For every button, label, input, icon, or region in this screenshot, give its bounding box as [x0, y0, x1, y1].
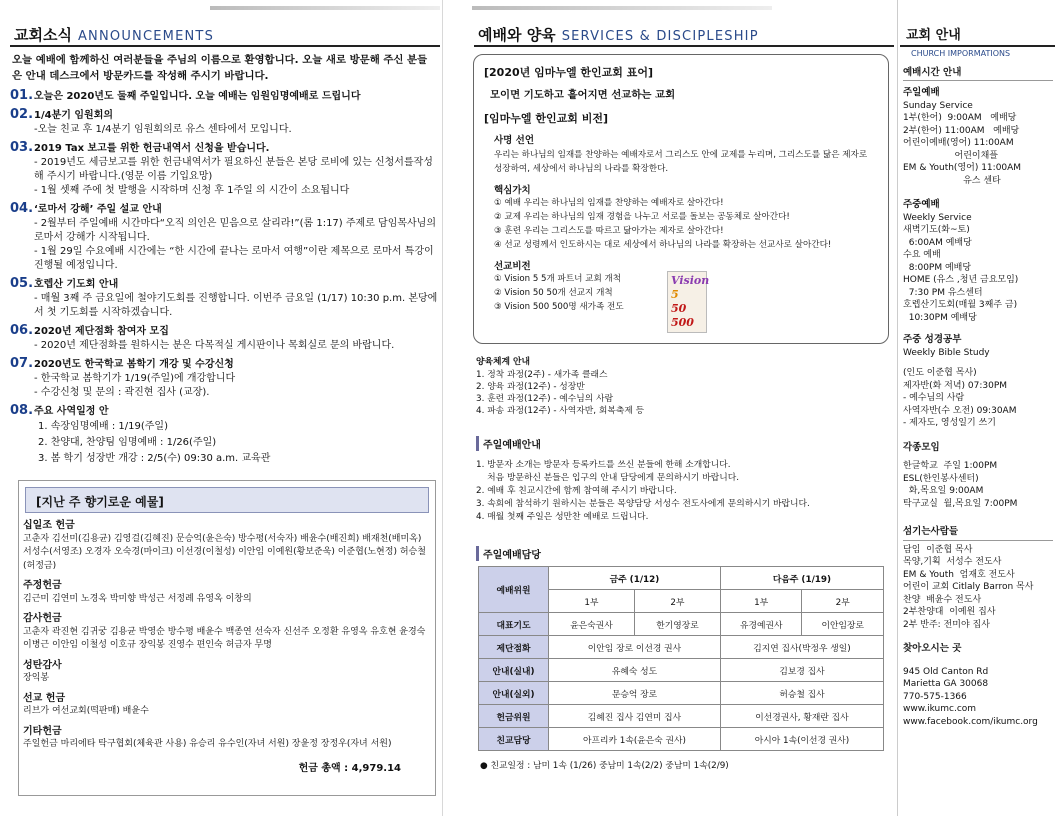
info-line: www.facebook.com/ikumc.org: [903, 716, 1038, 727]
info-line: 유스 센타: [903, 175, 1001, 186]
item-detail: - 수강신청 및 문의 : 곽진현 집사 (교장).: [34, 387, 210, 398]
church-info-column: [897, 0, 1056, 816]
info-line: 화,목요일 9:00AM: [903, 486, 984, 496]
cell: 이안임 장로 이선경 권사: [549, 636, 721, 659]
row-label: 안내(실외): [479, 682, 549, 705]
announcement-heading: [10, 324, 438, 339]
info-line: 제자반(화 저녁) 07:30PM: [903, 380, 1008, 391]
guide-item: 4. 매월 첫째 주일은 성만찬 예배로 드립니다.: [476, 512, 649, 522]
services-column: [470, 0, 895, 816]
table-row: [479, 613, 884, 636]
announcement-item: [10, 277, 438, 320]
item-title: 호렙산 기도회 안내: [34, 279, 119, 290]
cell: 김지연 집사(박정우 생일): [720, 636, 883, 659]
table-row: [479, 636, 884, 659]
announcement-item: [10, 324, 438, 353]
cell: 유경예권사: [720, 613, 802, 636]
info-line: (인도 이준협 목사): [903, 368, 977, 378]
announcement-item: [10, 202, 438, 273]
info-line: 찬양 배윤수 전도사: [903, 594, 982, 605]
info-line: 사역자반(수 오전) 09:30AM: [903, 405, 1017, 416]
section-title: 교회소식 ANNOUNCEMENTS: [14, 26, 215, 44]
core-value: ③ 훈련 우리는 그리스도를 따르고 닮아가는 제자로 살아간다!: [494, 226, 724, 236]
mission-text: 우리는 하나님의 임재를 찬양하는 예배자로서 그리스도 안에 교제를 누리며, 그리스도를 닮은 제자로 성장하여, 세상에서 하나님의 나라를 확장한다.: [494, 150, 868, 174]
offering-list: [19, 519, 435, 775]
announcement-item: [10, 357, 438, 400]
offering-total: 헌금 총액 : 4,979.14: [298, 762, 401, 774]
info-line: 어린이예배(영어) 11:00AM: [903, 138, 1014, 148]
info-line: 10:30PM 예배당: [903, 312, 977, 323]
discipleship-item: 2. 양육 과정(12주) - 성장반: [476, 382, 585, 392]
item-detail: - 한국학교 봄학기가 1/19(주일)에 개강합니다: [34, 373, 236, 384]
discipleship-heading: 양육체계 안내: [476, 357, 531, 367]
item-title: 2019 Tax 보고를 위한 헌금내역서 신청을 받습니다.: [34, 143, 270, 154]
offering-names: 김근미 김연미 노경옥 박미향 박성근 서정례 유영옥 이창의: [23, 593, 252, 604]
core-value: ① 예배 우리는 하나님의 임재를 찬양하는 예배자로 살아간다!: [494, 198, 724, 208]
divider: [900, 45, 1055, 47]
duty-table: 예배위원 금주 (1/12) 다음주 (1/19) 1부 2부 1부 2부 대표기도 윤은숙권사 한기영장로 유경예권사 이안임장로 제단점화 이안임 장로 이선경 권사 김지연 집사(박정우 생일) 안내(실내) 유혜숙 성도 김보경 집사 안내(실외) 문승억 장로 허승철 집사 헌금위원 김혜진 집사 김연미 집사 이선경권사, 황재란 집사 친교담당 아프리카 1속(윤은숙 권사) 아시아 1속(이선경 권사): [478, 566, 884, 751]
info-line: 6:00AM 예배당: [903, 237, 972, 248]
item-detail: - 2020년 제단점화를 원하시는 분은 다목적실 게시판이나 목회실로 문의 바랍니다.: [34, 340, 395, 351]
item-detail: - 1월 셋째 주에 첫 발행을 시작하며 신청 후 1주일 의 시간이 소요됩니다: [34, 185, 350, 196]
info-line: 목양,기획 서성수 전도사: [903, 557, 1002, 567]
item-number: 03.: [10, 140, 34, 155]
item-detail: - 1월 29일 수요예배 시간에는 “한 시간에 끝나는 로마서 여행”이란 제목으로 로마서 특강이 진행될 예정입니다.: [34, 246, 434, 271]
announcements-column: [0, 0, 443, 816]
info-line: 8:00PM 예배당: [903, 262, 972, 273]
cell: 한기영장로: [634, 613, 720, 636]
info-line: 2부찬양대 이예원 집사: [903, 607, 996, 617]
guide-item: 처음 방문하신 분들은 입구의 안내 담당에게 문의하시기 바랍니다.: [476, 473, 739, 483]
fellowship-schedule: ● 친교일정 : 남미 1속 (1/26) 중남미 1속(2/2) 중남미 1속(2/9): [480, 761, 729, 771]
motto: 모이면 기도하고 흩어지면 선교하는 교회: [490, 89, 676, 101]
cell: 허승철 집사: [720, 682, 883, 705]
guide-heading: 주일예배안내: [476, 436, 541, 451]
cell: 김혜진 집사 김연미 집사: [549, 705, 721, 728]
item-number: 04.: [10, 201, 34, 216]
info-line: 어린이 교회 Citlaly Barron 목사: [903, 582, 1034, 592]
offering-group: 주정헌금: [23, 580, 62, 591]
cell: 문승억 장로: [549, 682, 721, 705]
discipleship-item: 3. 훈련 과정(12주) - 예수님의 사람: [476, 394, 614, 404]
motto-label: [2020년 임마누엘 한인교회 표어]: [484, 66, 654, 79]
offering-group: 성탄감사: [23, 659, 62, 671]
vision-box: [473, 54, 889, 344]
row-label: 친교담당: [479, 728, 549, 751]
info-line: 2부(한어) 11:00AM 예배당: [903, 125, 1020, 136]
info-line: - 제자도, 영성일기 쓰기: [903, 418, 996, 428]
offering-names: 주일헌금 마리에타 탁구협회(체육관 사용) 유승리 유수인(자녀 서원) 장윤정 장정우(자녀 서원): [23, 739, 392, 749]
info-line: 탁구교실 월,목요일 7:00PM: [903, 498, 1018, 509]
top-bar: [472, 6, 772, 10]
core-heading: 핵심가치: [494, 185, 531, 196]
vision-heading: 선교비전: [494, 261, 531, 272]
item-number: 01.: [10, 88, 34, 103]
item-detail: - 2019년도 세금보고를 위한 헌금내역서가 필요하신 분들은 본당 로비에 있는 신청서를작성해 주시기 바랍니다.(영문 이름 기입요망): [34, 157, 433, 182]
item-detail: -오늘 친교 후 1/4분기 임원회의로 유스 센타에서 모입니다.: [34, 124, 292, 135]
guide-list: [476, 459, 888, 524]
duty-header: 예배위원: [479, 567, 549, 613]
announcement-item: [10, 404, 438, 419]
row-label: 제단점화: [479, 636, 549, 659]
core-value: ② 교제 우리는 하나님의 임재 경험을 나누고 서로를 돌보는 공동체로 살아간다!: [494, 212, 790, 222]
row-label: 대표기도: [479, 613, 549, 636]
announcement-item: [10, 141, 438, 198]
info-line: 945 Old Canton Rd: [903, 666, 989, 677]
info-line: 담임 이준협 목사: [903, 544, 973, 555]
announcement-heading: [10, 357, 438, 372]
announcement-heading: [10, 108, 438, 123]
discipleship-item: 1. 정착 과정(2주) - 새가족 클래스: [476, 370, 608, 380]
item-number: 02.: [10, 107, 34, 122]
item-title: 2020년도 한국학교 봄학기 개강 및 수강신청: [34, 359, 234, 370]
info-line: www.ikumc.com: [903, 704, 977, 714]
intro-text: 오늘 예배에 함께하신 여러분들을 주님의 이름으로 환영합니다. 오늘 새로 방문해 주신 분들은 안내 데스크에서 방문카드를 작성해 주시기 바랍니다.: [12, 54, 428, 82]
cell: 윤은숙권사: [549, 613, 635, 636]
cell: 이안임장로: [802, 613, 884, 636]
guide-item: 2. 예배 후 친교시간에 함께 참여해 주시기 바랍니다.: [476, 486, 677, 496]
discipleship-item: 4. 파송 과정(12주) - 사역자반, 회복축제 등: [476, 406, 645, 416]
vision-item: ① Vision 5 5개 파트너 교회 개척: [494, 274, 622, 284]
guide-item: 3. 속회에 참석하기 원하시는 분들은 목양담당 서성수 전도사에게 문의하시기 바랍니다.: [476, 499, 810, 509]
info-line: 호렙산기도회(매월 3째주 금): [903, 300, 1018, 310]
offering-names: 고춘자 곽진현 김귀궁 김용균 박영순 방수평 배윤수 백종연 선숙자 신선주 오정환 유영옥 유호현 윤경숙 이병근 이안임 이철성 이호규 장익봉 진영수 편인숙 허금자 무명: [23, 626, 426, 650]
info-line: ESL(한인봉사센터): [903, 473, 979, 484]
section-title: 예배와 양육 SERVICES & DISCIPLESHIP: [478, 26, 759, 44]
table-row: [479, 682, 884, 705]
duty-heading: 주일예배담당: [476, 546, 541, 561]
info-line: 770-575-1366: [903, 691, 967, 702]
offering-group: 감사헌금: [23, 613, 62, 624]
item-title: 2020년 제단점화 참여자 모집: [34, 326, 169, 337]
item-number: 08.: [10, 403, 34, 418]
announcement-list: [10, 89, 438, 467]
cell: 아시아 1속(이선경 권사): [720, 728, 883, 751]
cell: 아프리카 1속(윤은숙 권사): [549, 728, 721, 751]
offering-names: 장익봉: [23, 673, 50, 683]
announcement-item: [10, 89, 438, 104]
vision-item: ② Vision 50 50개 선교지 개척: [494, 288, 613, 298]
discipleship-list: [476, 369, 888, 417]
item-title: ‘로마서 강해’ 주일 설교 안내: [34, 204, 162, 215]
item-number: 07.: [10, 356, 34, 371]
info-line: 한글학교 주일 1:00PM: [903, 461, 998, 471]
info-line: 1부(한어) 9:00AM 예배당: [903, 113, 1017, 123]
vision-image: Vision 5 50 500: [667, 271, 707, 333]
info-line: HOME (유스 ,청년 금요모임): [903, 275, 1019, 285]
schedule-item: 3. 봄 학기 성장반 개강 : 2/5(수) 09:30 a.m. 교육관: [38, 453, 271, 464]
info-title: 교회 안내: [906, 28, 961, 43]
offering-names: 고춘자 김선미(김용균) 김영걸(김혜진) 문승억(윤은숙) 방수평(서숙자) 배윤수(배진희) 배재천(배미옥) 서성수(서영조) 오경자 오숙경(마이크) 이선경(이철성) 이안임 이예원(황보준욱) 이준협(노현정) 허승철(허정금): [23, 533, 426, 571]
offering-title: [지난 주 향기로운 예물]: [25, 487, 429, 513]
table-row: [479, 659, 884, 682]
info-line: - 예수님의 사람: [903, 393, 965, 403]
info-line: Marietta GA 30068: [903, 679, 989, 689]
core-value: ④ 선교 성령께서 인도하시는 대로 세상에서 하나님의 나라를 확장하는 선교사로 살아간다!: [494, 240, 832, 250]
announcement-heading: [10, 277, 438, 292]
offering-group: 기타헌금: [23, 725, 62, 737]
info-line: 2부 반주: 전미야 집사: [903, 619, 990, 630]
vision-label: [임마누엘 한인교회 비전]: [484, 112, 608, 125]
info-line: EM & Youth 엄재호 전도사: [903, 569, 1015, 580]
announcement-heading: [10, 404, 438, 419]
info-line: 새벽기도(화~토): [903, 225, 970, 235]
info-line: 7:30 PM 유스센터: [903, 287, 983, 298]
item-detail: - 매월 3째 주 금요일에 철야기도회를 진행합니다. 이번주 금요일 (1/17) 10:30 p.m. 본당에서 첫 기도회를 시작하겠습니다.: [34, 293, 438, 318]
guide-item: 1. 방문자 소개는 방문자 등록카드를 쓰신 분들에 한해 소개합니다.: [476, 460, 731, 470]
info-line: 어린이채플: [903, 150, 998, 161]
core-values: [474, 196, 888, 252]
announcement-heading: [10, 141, 438, 156]
item-title: 주요 사역일정 안: [34, 406, 109, 417]
item-title: 1/4분기 임원회의: [34, 110, 114, 121]
row-label: 안내(실내): [479, 659, 549, 682]
cell: 김보경 집사: [720, 659, 883, 682]
item-title: 오늘은 2020년도 둘째 주일입니다. 오늘 예배는 임원임명예배로 드립니다: [34, 91, 361, 102]
item-detail: - 2월부터 주일예배 시간마다“오직 의인은 믿음으로 살리라!”(롬 1:17) 주제로 담임목사님의 로마서 강해가 시작됩니다.: [34, 218, 436, 243]
vision-item: ③ Vision 500 500명 새가족 전도: [494, 302, 624, 312]
row-label: 헌금위원: [479, 705, 549, 728]
divider: [10, 45, 440, 47]
offering-box: [18, 480, 436, 796]
cell: 유혜숙 성도: [549, 659, 721, 682]
divider: [474, 45, 894, 47]
item-number: 05.: [10, 276, 34, 291]
schedule-item: 2. 찬양대, 찬양팀 임명예배 : 1/26(주일): [38, 437, 217, 448]
schedule-item: 1. 속장임명예배 : 1/19(주일): [38, 421, 168, 432]
announcement-heading: [10, 89, 438, 104]
mission-heading: 사명 선언: [494, 135, 535, 146]
announcement-item: [10, 108, 438, 137]
item-number: 06.: [10, 323, 34, 338]
info-line: EM & Youth(영어) 11:00AM: [903, 163, 1022, 173]
offering-group: 선교 헌금: [23, 692, 66, 704]
cell: 이선경권사, 황재란 집사: [720, 705, 883, 728]
table-row: [479, 728, 884, 751]
table-row: [479, 705, 884, 728]
info-line: 수요 예배: [903, 250, 941, 260]
offering-group: 십일조 헌금: [23, 520, 75, 531]
announcement-heading: [10, 202, 438, 217]
offering-names: 리브가 여선교회(떡판매) 배윤수: [23, 706, 149, 716]
top-bar: [210, 6, 440, 10]
info-content: CHURCH IMPORMATIONS 예배시간 안내 주일예배 Sunday Service 1부(한어) 9:00AM 예배당 2부(한어) 11:00AM 예배당 어린이예배(영어) 11:00AM 어린이채플 EM & Youth(영어) 11:00AM 유스 센타 주중예배 Weekly Service 새벽기도(화~토) 6:00AM 예배당 수요 예배 8:00PM 예배당 HOME (유스 ,청년 금요모임) 7:30 PM 유스센터 호렙산기도회(매월 3째주 금) 10:30PM 예배당 주중 성경공부 Weekly Bible Study (인도 이준협 목사) 제자반(화 저녁) 07:30PM - 예수님의 사람 사역자반(수 오전) 09:30AM - 제자도, 영성일기 쓰기 각종모임 한글학교 주일 1:00PM ESL(한인봉사센터) 화,목요일 9:00AM 탁구교실 월,목요일 7:00PM 섬기는사람들 담임 이준협 목사 목양,기획 서성수 전도사 EM & Youth 엄재호 전도사 어린이 교회 Citlaly Barron 목사 찬양 배윤수 전도사 2부찬양대 이예원 집사 2부 반주: 전미야 집사 찾아오시는 곳 945 Old Canton Rd Marietta GA 30068 770-575-1366 www.ikumc.com www.facebook.com/ikumc.org: [903, 48, 1053, 728]
